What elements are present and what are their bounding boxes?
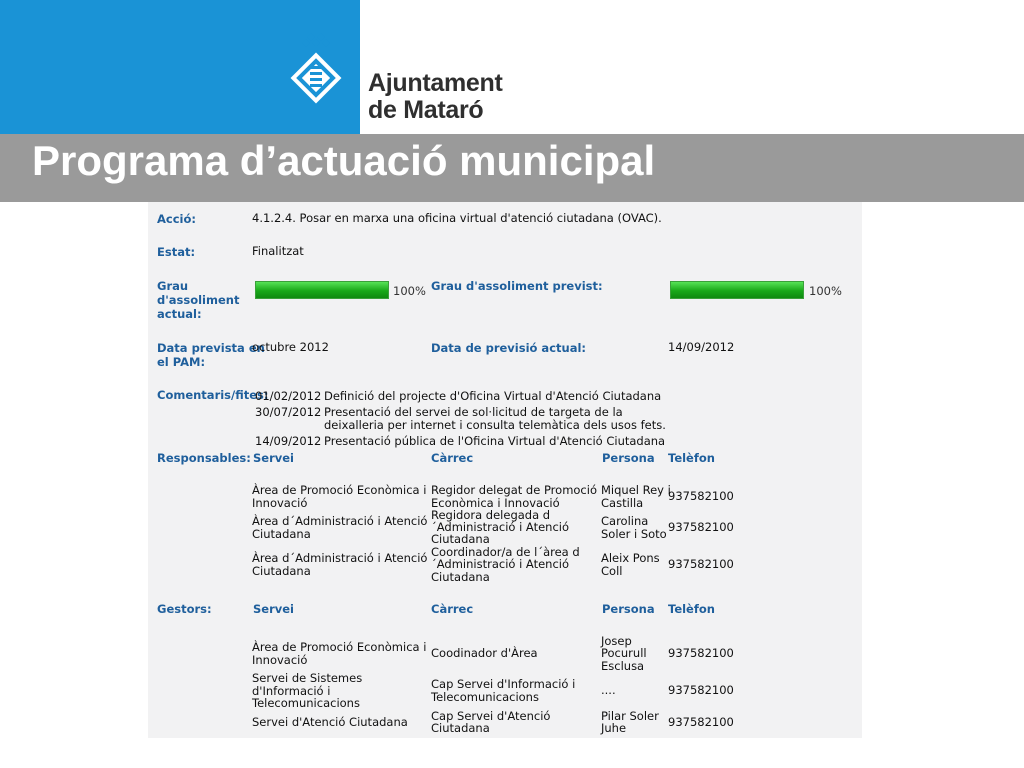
comentari-date: 14/09/2012: [255, 434, 322, 448]
ajuntament-emblem-icon: [276, 30, 356, 125]
cell-servei: Àrea de Promoció Econòmica i: [252, 483, 427, 497]
cell-servei: Àrea d´Administració i Atenció: [252, 514, 428, 528]
cell-servei: Innovació: [252, 653, 308, 667]
cell-persona: ....: [601, 683, 616, 697]
cell-telefon: 937582100: [668, 683, 734, 697]
data-pam-value: octubre 2012: [252, 340, 329, 354]
grau-previst-label: Grau d'assoliment previst:: [431, 279, 603, 293]
comentari-text: Presentació pública de l'Oficina Virtual d'Atenció Ciutadana: [324, 434, 666, 448]
organization-name-line1: Ajuntament: [368, 69, 503, 97]
cell-persona: Aleix Pons: [601, 551, 660, 565]
cell-persona: Juhe: [601, 721, 627, 735]
grau-actual-progress-bar: [255, 281, 389, 299]
cell-servei: Ciutadana: [252, 564, 311, 578]
grau-actual-label-line: actual:: [157, 307, 202, 321]
gestors-label: Gestors:: [157, 602, 212, 616]
gestors-col-servei: Servei: [253, 602, 294, 616]
cell-carrec: Coodinador d'Àrea: [431, 646, 538, 660]
comentari-date: 01/02/2012: [255, 389, 322, 403]
cell-servei: Ciutadana: [252, 527, 311, 541]
cell-carrec: Econòmica i Innovació: [431, 496, 560, 510]
cell-servei: Telecomunicacions: [252, 696, 360, 710]
data-actual-label: Data de previsió actual:: [431, 341, 586, 355]
cell-telefon: 937582100: [668, 557, 734, 571]
cell-carrec: Regidora delegada d: [431, 508, 551, 522]
cell-carrec: Regidor delegat de Promoció: [431, 483, 597, 497]
comentari-text: Presentació del servei de sol·licitud de targeta de la: [324, 405, 623, 419]
data-pam-label-line: Data prevista en: [157, 341, 265, 355]
cell-carrec: Telecomunicacions: [431, 690, 539, 704]
cell-persona: Pilar Soler: [601, 709, 659, 723]
data-actual-value: 14/09/2012: [668, 340, 735, 354]
gestors-col-telefon: Telèfon: [668, 602, 715, 616]
page-title: Programa d’actuació municipal: [32, 137, 656, 184]
cell-servei: Servei de Sistemes: [252, 671, 363, 685]
cell-telefon: 937582100: [668, 646, 734, 660]
comentari-text: Definició del projecte d'Oficina Virtual d'Atenció Ciutadana: [324, 389, 662, 403]
estat-label: Estat:: [157, 245, 196, 259]
gestors-col-persona: Persona: [602, 602, 655, 616]
cell-persona: Soler i Soto: [601, 527, 667, 541]
comentari-date: 30/07/2012: [255, 405, 322, 419]
cell-persona: Carolina: [601, 514, 649, 528]
responsables-label: Responsables:: [157, 451, 251, 465]
cell-persona: Josep: [601, 634, 632, 648]
cell-carrec: Ciutadana: [431, 721, 490, 735]
cell-carrec: Cap Servei d'Atenció: [431, 709, 551, 723]
cell-servei: Àrea d´Administració i Atenció: [252, 551, 428, 565]
grau-actual-percentage: 100%: [393, 284, 426, 298]
cell-persona: Coll: [601, 564, 623, 578]
cell-carrec: ´Administració i Atenció: [431, 520, 570, 534]
organization-name: [368, 70, 503, 124]
cell-telefon: 937582100: [668, 520, 734, 534]
data-pam-label-line: el PAM:: [157, 355, 206, 369]
cell-persona: Castilla: [601, 496, 644, 510]
cell-persona: Esclusa: [601, 659, 645, 673]
responsables-col-persona: Persona: [602, 451, 655, 465]
grau-actual-label-line: Grau: [157, 279, 189, 293]
gestors-col-carrec: Càrrec: [431, 602, 474, 616]
cell-servei: Àrea de Promoció Econòmica i: [252, 640, 427, 654]
cell-carrec: ´Administració i Atenció: [431, 557, 570, 571]
cell-carrec: Ciutadana: [431, 570, 490, 584]
cell-carrec: Coordinador/a de l´àrea d: [431, 545, 580, 559]
cell-carrec: Cap Servei d'Informació i: [431, 677, 576, 691]
responsables-col-telefon: Telèfon: [668, 451, 715, 465]
responsables-col-servei: Servei: [253, 451, 294, 465]
comentari-text: deixalleria per internet i consulta telemàtica dels usos fets.: [324, 418, 666, 432]
grau-previst-progress-bar: [670, 281, 804, 299]
grau-actual-label-line: d'assoliment: [157, 293, 240, 307]
cell-servei: d'Informació i: [252, 684, 331, 698]
cell-servei: Servei d'Atenció Ciutadana: [252, 715, 408, 729]
grau-previst-percentage: 100%: [809, 284, 842, 298]
cell-telefon: 937582100: [668, 715, 734, 729]
estat-value: Finalitzat: [252, 244, 304, 258]
cell-servei: Innovació: [252, 496, 308, 510]
comentaris-label: Comentaris/fites:: [157, 388, 269, 402]
cell-carrec: Ciutadana: [431, 532, 490, 546]
cell-telefon: 937582100: [668, 489, 734, 503]
data-pam-label: [157, 341, 265, 369]
cell-persona: Miquel Rey i: [601, 483, 671, 497]
accio-label: Acció:: [157, 212, 196, 226]
organization-name-line2: de Mataró: [368, 96, 484, 124]
grau-actual-label: [157, 279, 239, 321]
accio-value: 4.1.2.4. Posar en marxa una oficina virtual d'atenció ciutadana (OVAC).: [252, 211, 662, 225]
responsables-col-carrec: Càrrec: [431, 451, 474, 465]
cell-persona: Pocurull: [601, 646, 647, 660]
